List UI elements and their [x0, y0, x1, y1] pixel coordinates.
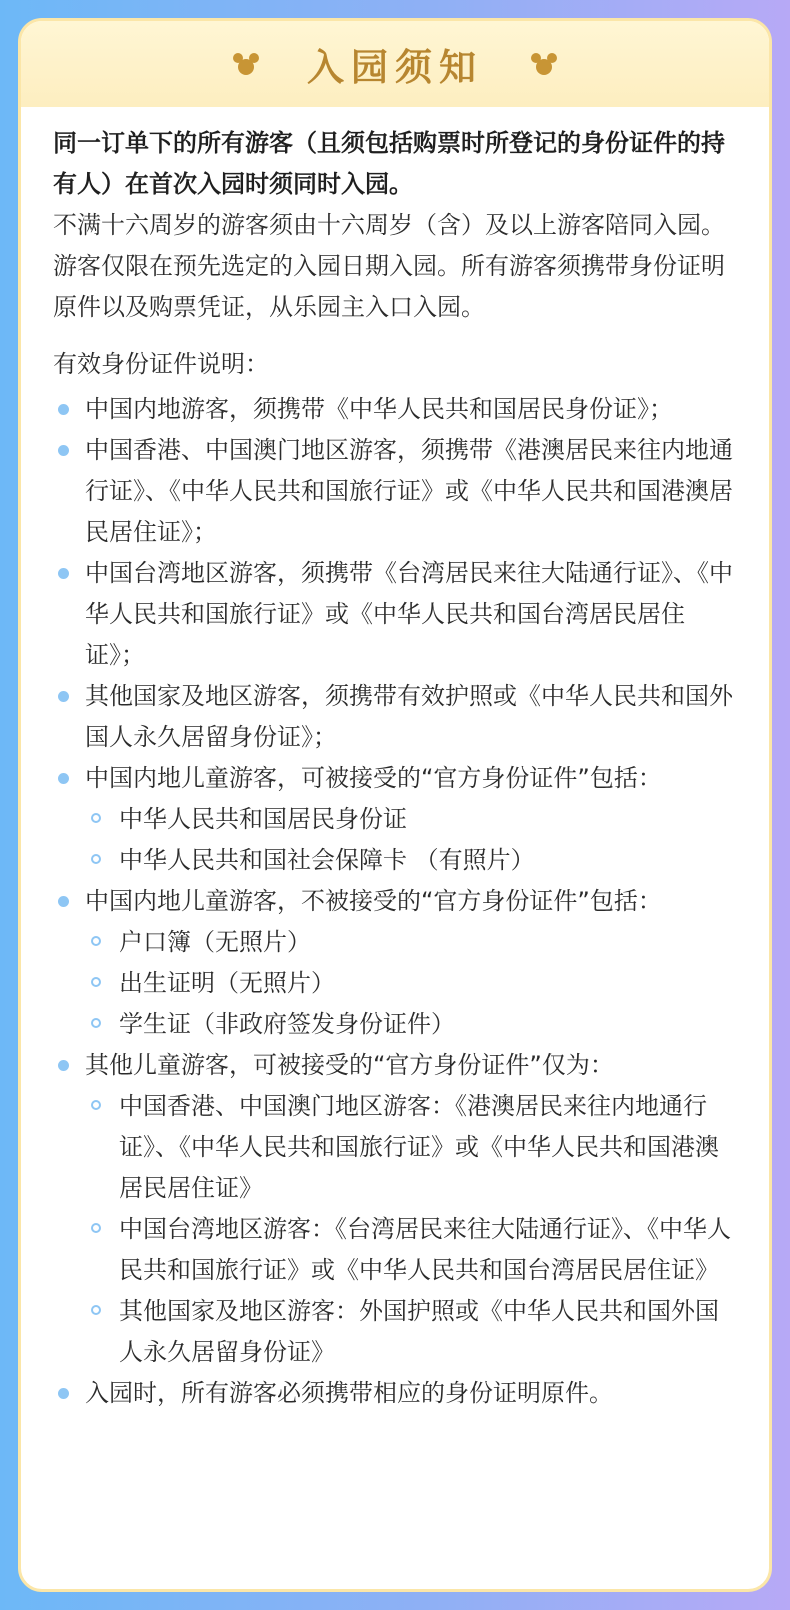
list-item-text: 其他国家及地区游客，须携带有效护照或《中华人民共和国外国人永久居留身份证》； [85, 682, 733, 751]
list-item [85, 758, 739, 881]
id-section-title: 有效身份证件说明： [53, 350, 269, 378]
list-item [85, 430, 739, 553]
intro-paragraph-age: 不满十六周岁的游客须由十六周岁（含）及以上游客陪同入园。 [53, 211, 725, 239]
list-item [85, 881, 739, 1045]
mickey-head-icon [531, 53, 557, 75]
page-title: 入园须知 [307, 46, 483, 89]
list-item-text: 中国台湾地区游客，须携带《台湾居民来往大陆通行证》、《中华人民共和国旅行证》或《中华人民共和国台湾居民居住证》； [85, 559, 733, 669]
list-item [85, 1045, 739, 1373]
sub-list-item: 中华人民共和国社会保障卡 （有照片） [119, 840, 739, 881]
id-requirements-list [53, 389, 739, 1414]
list-item [85, 553, 739, 676]
sub-list-item: 中国香港、中国澳门地区游客：《港澳居民来往内地通行证》、《中华人民共和国旅行证》或《中华人民共和国港澳居民居住证》 [119, 1086, 739, 1209]
sub-list [85, 922, 739, 1045]
list-item-text: 中国香港、中国澳门地区游客，须携带《港澳居民来往内地通行证》、《中华人民共和国旅行证》或《中华人民共和国港澳居民居住证》； [85, 436, 733, 546]
sub-list [85, 1086, 739, 1373]
card-header [21, 21, 769, 107]
list-item [85, 676, 739, 758]
list-item-text: 中国内地儿童游客，不被接受的“官方身份证件”包括： [85, 887, 662, 915]
list-item-text: 中国内地儿童游客，可被接受的“官方身份证件”包括： [85, 764, 662, 792]
sub-list-item: 户口簿（无照片） [119, 922, 739, 963]
list-item-text: 其他儿童游客，可被接受的“官方身份证件”仅为： [85, 1051, 614, 1079]
sub-list-item: 出生证明（无照片） [119, 963, 739, 1004]
list-item [85, 1373, 739, 1414]
list-item-text: 入园时，所有游客必须携带相应的身份证明原件。 [85, 1379, 613, 1407]
notice-content [21, 107, 769, 1414]
intro-paragraph-date: 游客仅限在预先选定的入园日期入园。所有游客须携带身份证明原件以及购票凭证，从乐园主入口入园。 [53, 252, 725, 321]
mickey-head-icon [233, 53, 259, 75]
sub-list-item: 其他国家及地区游客：外国护照或《中华人民共和国外国人永久居留身份证》 [119, 1291, 739, 1373]
list-item [85, 389, 739, 430]
sub-list-item: 学生证（非政府签发身份证件） [119, 1004, 739, 1045]
sub-list-item: 中华人民共和国居民身份证 [119, 799, 739, 840]
sub-list-item: 中国台湾地区游客：《台湾居民来往大陆通行证》、《中华人民共和国旅行证》或《中华人民共和国台湾居民居住证》 [119, 1209, 739, 1291]
sub-list [85, 799, 739, 881]
list-item-text: 中国内地游客，须携带《中华人民共和国居民身份证》； [85, 395, 673, 423]
intro-bold-paragraph: 同一订单下的所有游客（且须包括购票时所登记的身份证件的持有人）在首次入园时须同时入园。 [53, 129, 725, 198]
entry-notice-card [18, 18, 772, 1592]
